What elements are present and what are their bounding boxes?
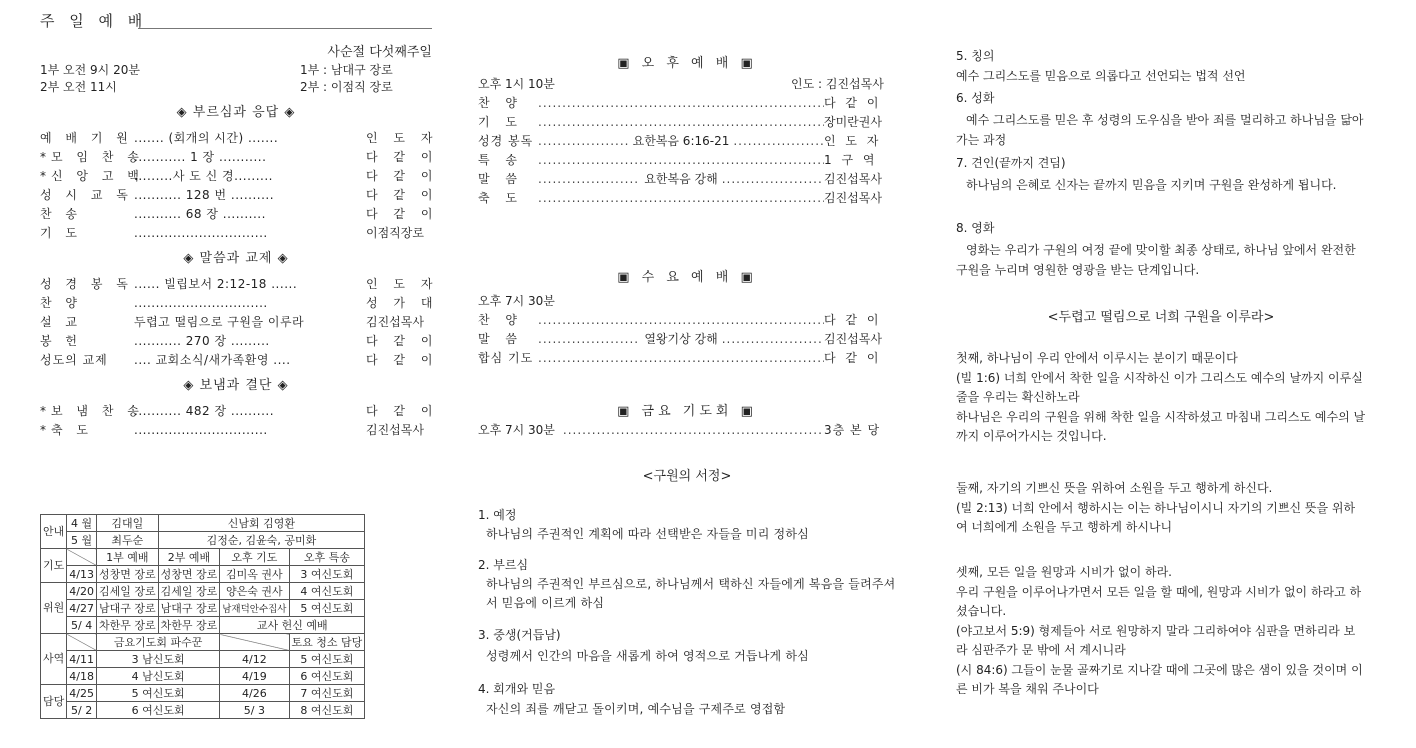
afternoon-leader: 인도 : 김진섭목사 — [791, 77, 884, 91]
service1-time: 1부 오전 9시 20분 — [40, 63, 140, 77]
order-label: 찬 양 — [478, 96, 523, 110]
prayer-cell: 남대구 장로 — [96, 600, 158, 617]
order-row — [478, 349, 896, 368]
leader-dots — [538, 191, 824, 205]
item-name: 성도의 교제 — [40, 353, 108, 367]
diagonal-cell — [67, 549, 97, 566]
prayer-cell: 남재덕안수집사 — [220, 600, 289, 617]
prayer-cell: 김미옥 권사 — [220, 566, 289, 583]
diagonal-cell — [67, 634, 97, 651]
order-label: 성경 봉독 — [478, 134, 534, 148]
order-detail: 요한복음 6:16-21 — [632, 134, 730, 148]
prayer-cell: 김세일 장로 — [158, 583, 220, 600]
prayer-cell: 차한무 장로 — [96, 617, 158, 634]
salvation-item-body: 영화는 우리가 구원의 여정 끝에 맞이할 최종 상태로, 하나님 앞에서 완전한 구원을 누리며 영원한 영광을 받는 단계입니다. — [956, 243, 1356, 277]
item-content: ....... (회개의 시간) ....... — [134, 131, 279, 145]
order-row — [478, 311, 896, 330]
guide-detail: 김정순, 김윤숙, 공미화 — [158, 532, 365, 549]
leader-dots — [733, 134, 824, 148]
duty-date: 5/ 2 — [67, 702, 97, 719]
liturgy-item — [40, 421, 432, 440]
salvation-item-title: 7. 견인(끝까지 견딤) — [956, 156, 1066, 170]
salvation-title: <구원의 서정> — [642, 469, 732, 484]
order-leader: 김진섭목사 — [824, 332, 882, 346]
salvation-item-body: 하나님의 주권적인 부르심으로, 하나님께서 택하신 자들에게 복음을 들려주셔서 믿음에 이르게 하심 — [486, 577, 896, 610]
item-content: .... 교회소식/새가족환영 .... — [134, 353, 291, 367]
order-leader: 1 구 역 — [824, 153, 878, 167]
duty-header: 토요 청소 담당 — [289, 634, 365, 651]
prayer-cell: 교사 헌신 예배 — [220, 617, 365, 634]
liturgy-item — [40, 351, 439, 370]
leader-dots — [722, 332, 824, 346]
wednesday-title: ▣ 수 요 예 배 ▣ — [617, 270, 757, 285]
title-rule — [138, 28, 432, 29]
wednesday-time: 오후 7시 30분 — [478, 294, 555, 308]
guide-month: 4 월 — [67, 515, 97, 532]
friday-order — [478, 421, 896, 440]
liturgy-item — [40, 332, 439, 351]
prayer-cell: 3 여신도회 — [289, 566, 365, 583]
duty-cell: 4 남신도회 — [96, 668, 219, 685]
salvation-item-body: 예수 그리스도를 믿은 후 성령의 도우심을 받아 죄를 멀리하고 하나님을 닮아가는 과정 — [956, 113, 1364, 147]
prayer-header: 오후 특송 — [289, 549, 365, 566]
table-row — [41, 617, 365, 634]
leader-dots — [538, 96, 824, 110]
salvation-item-title: 2. 부르심 — [478, 558, 529, 572]
liturgy-item — [40, 275, 439, 294]
item-leader: 김진섭목사 — [366, 315, 424, 329]
prayer-date: 5/ 4 — [67, 617, 97, 634]
service2-time: 2부 오전 11시 — [40, 80, 117, 94]
duty-label: 담당 — [41, 685, 67, 719]
item-leader: 다 같 이 — [366, 353, 439, 367]
liturgy-item — [40, 294, 439, 313]
item-content: ............................... — [134, 296, 268, 310]
salvation-item-title: 1. 예정 — [478, 508, 517, 522]
order-label: 축 도 — [478, 191, 523, 205]
prayer-cell: 4 여신도회 — [289, 583, 365, 600]
liturgy-item — [40, 402, 439, 421]
item-name: 찬 송 — [40, 207, 82, 221]
item-name: 성 경 봉 독 — [40, 277, 133, 291]
guide-label: 안내 — [41, 515, 67, 549]
liturgy-item — [40, 186, 439, 205]
guide-detail: 신남회 김영환 — [158, 515, 365, 532]
salvation-item-title: 6. 성화 — [956, 91, 995, 105]
item-leader: 이점직장로 — [366, 226, 424, 240]
table-row — [41, 583, 365, 600]
order-row — [478, 151, 896, 170]
prayer-cell: 5 여신도회 — [289, 600, 365, 617]
order-label: 말 씀 — [478, 332, 523, 346]
order-row — [478, 94, 896, 113]
duty-date: 5/ 3 — [220, 702, 289, 719]
salvation-item-body: 예수 그리스도를 믿음으로 의롭다고 선언되는 법적 선언 — [956, 69, 1246, 83]
duty-date: 4/19 — [220, 668, 289, 685]
leader-dots — [538, 115, 824, 129]
item-name: *모 임 찬 송 — [40, 150, 144, 164]
item-leader: 다 같 이 — [366, 150, 439, 164]
table-row — [41, 566, 365, 583]
committee-label: 위원 — [41, 583, 67, 634]
item-content: .........사 도 신 경......... — [134, 169, 273, 183]
item-content: ........... 128 번 .......... — [134, 188, 275, 202]
duty-cell: 6 여신도회 — [96, 702, 219, 719]
order-row — [478, 330, 896, 349]
season-label: 사순절 다섯째주일 — [327, 45, 432, 60]
order-row — [478, 189, 896, 208]
page-title: 주 일 예 배 — [40, 12, 148, 30]
friday-place: 3층 본 당 — [824, 423, 881, 437]
prayer-date: 4/20 — [67, 583, 97, 600]
item-name: 봉 헌 — [40, 334, 82, 348]
duty-date: 4/12 — [220, 651, 289, 668]
info-table — [40, 514, 365, 719]
salvation-item-title: 4. 회개와 믿음 — [478, 682, 556, 696]
table-row — [41, 668, 365, 685]
order-row — [478, 170, 896, 189]
leader-dots — [538, 313, 824, 327]
service1-leader: 1부 : 남대구 장로 — [300, 63, 393, 77]
prayer-header: 1부 예배 — [96, 549, 158, 566]
prayer-date: 4/13 — [67, 566, 97, 583]
table-row — [41, 702, 365, 719]
prayer-cell: 양은숙 권사 — [220, 583, 289, 600]
order-leader: 김진섭목사 — [824, 172, 882, 186]
salvation-item-title: 8. 영화 — [956, 221, 995, 235]
order-row — [478, 421, 896, 440]
liturgy-item — [40, 148, 439, 167]
section-calling: ◈ 부르심과 응답 ◈ — [176, 105, 296, 120]
duty-cell: 5 여신도회 — [96, 685, 219, 702]
item-leader: 김진섭목사 — [366, 423, 424, 437]
item-leader: 다 같 이 — [366, 188, 439, 202]
diagonal-cell — [220, 634, 289, 651]
item-content: ........... 482 장 .......... — [134, 404, 275, 418]
salvation-item-title: 5. 칭의 — [956, 49, 995, 63]
order-label: 말 씀 — [478, 172, 523, 186]
sermon-title: <두렵고 떨림으로 너희 구원을 이루라> — [1047, 310, 1275, 325]
guide-month: 5 월 — [67, 532, 97, 549]
order-leader: 다 같 이 — [824, 351, 882, 365]
section-word: ◈ 말씀과 교제 ◈ — [183, 251, 289, 266]
item-name: *축 도 — [40, 423, 93, 437]
salvation-item-body: 성령께서 인간의 마음을 새롭게 하여 영적으로 거듭나게 하심 — [486, 649, 809, 663]
item-leader: 다 같 이 — [366, 404, 439, 418]
duty-cell: 5 여신도회 — [289, 651, 365, 668]
item-name: 예 배 기 원 — [40, 131, 133, 145]
item-name: *보 냄 찬 송 — [40, 404, 144, 418]
table-row — [41, 685, 365, 702]
sermon-point-3: 셋째, 모든 일을 원망과 시비가 없이 하라. 우리 구원을 이루어나가면서 모든 일을 할 때에, 원망과 시비가 없이 하라고 하셨습니다. (야고보서 5:9) 형제들아 서로 원망하지 말라 그리하여야 심판을 면하리라 보라 심판주가 문 밖에 서 계시니라 (시 84:6) 그들이 눈물 골짜기로 지나갈 때에 그곳에 많은 샘이 있을 것이며 이른 비가 복을 채워 주나이다 — [956, 565, 1363, 696]
duty-date: 4/26 — [220, 685, 289, 702]
leader-dots — [538, 134, 629, 148]
liturgy-item — [40, 224, 432, 243]
afternoon-time: 오후 1시 10분 — [478, 77, 555, 91]
afternoon-title: ▣ 오 후 예 배 ▣ — [617, 56, 757, 71]
item-name: 기 도 — [40, 226, 82, 240]
duty-date: 4/11 — [67, 651, 97, 668]
order-label: 특 송 — [478, 153, 523, 167]
item-content: ........... 270 장 ......... — [134, 334, 270, 348]
liturgy-item — [40, 205, 439, 224]
duty-cell: 6 여신도회 — [289, 668, 365, 685]
service2-leader: 2부 : 이점직 장로 — [300, 80, 393, 94]
order-leader: 김진섭목사 — [824, 191, 882, 205]
wednesday-order — [478, 311, 896, 368]
salvation-item-title: 3. 중생(거듭남) — [478, 628, 561, 642]
order-detail: 요한복음 강해 — [644, 172, 718, 186]
order-detail: 열왕기상 강해 — [644, 332, 718, 346]
afternoon-order — [478, 94, 896, 208]
order-leader: 인 도 자 — [823, 134, 882, 148]
item-leader: 인 도 자 — [366, 277, 439, 291]
salvation-item-body: 하나님의 은혜로 신자는 끝까지 믿음을 지키며 구원을 완성하게 됩니다. — [966, 178, 1337, 192]
leader-dots — [722, 172, 824, 186]
salvation-item-body: 자신의 죄를 깨닫고 돌이키며, 예수님을 구제주로 영접함 — [486, 702, 786, 716]
table-row — [41, 634, 365, 651]
item-leader: 다 같 이 — [366, 169, 439, 183]
prayer-header: 2부 예배 — [158, 549, 220, 566]
item-leader: 다 같 이 — [366, 207, 439, 221]
leader-dots — [538, 172, 640, 186]
order-label: 기 도 — [478, 115, 523, 129]
item-name: 찬 양 — [40, 296, 82, 310]
service-label: 사역 — [41, 634, 67, 685]
table-row — [41, 651, 365, 668]
duty-date: 4/18 — [67, 668, 97, 685]
item-content: ...... 빌립보서 2:12-18 ...... — [134, 277, 298, 291]
prayer-cell: 남대구 장로 — [158, 600, 220, 617]
leader-dots — [538, 332, 640, 346]
item-content: ............................... — [134, 423, 268, 437]
friday-title: ▣ 금요 기도회 ▣ — [617, 404, 757, 419]
item-leader: 성 가 대 — [366, 296, 439, 310]
section-sending: ◈ 보냄과 결단 ◈ — [183, 378, 289, 393]
prayer-cell: 성창면 장로 — [158, 566, 220, 583]
prayer-header: 오후 기도 — [220, 549, 289, 566]
item-name: *신 앙 고 백 — [40, 169, 144, 183]
order-row — [478, 132, 896, 151]
prayer-label: 기도 — [41, 549, 67, 583]
duty-cell: 8 여신도회 — [289, 702, 365, 719]
item-content: 두렵고 떨림으로 구원을 이루라 — [134, 315, 305, 329]
prayer-cell: 차한무 장로 — [158, 617, 220, 634]
sermon-point-1: 첫째, 하나님이 우리 안에서 이루시는 분이기 때문이다 (빌 1:6) 너희 안에서 착한 일을 시작하신 이가 그리스도 예수의 날까지 이루실 줄을 우리는 확신하노라 하나님은 우리의 구원을 위해 착한 일을 시작하셨고 마침내 그리스도 예수의 날까지 이루어가시는 것입니다. — [956, 351, 1366, 443]
liturgy-item — [40, 313, 432, 332]
duty-cell: 3 남신도회 — [96, 651, 219, 668]
leader-dots — [538, 153, 824, 167]
prayer-date: 4/27 — [67, 600, 97, 617]
liturgy-item — [40, 167, 439, 186]
item-content: ........... 68 장 .......... — [134, 207, 266, 221]
duty-cell: 7 여신도회 — [289, 685, 365, 702]
salvation-item-body: 하나님의 주권적인 계획에 따라 선택받은 자들을 미리 정하심 — [486, 527, 809, 541]
order-row — [478, 113, 896, 132]
order-leader: 장미란권사 — [824, 115, 882, 129]
leader-dots — [563, 423, 824, 437]
item-leader: 인 도 자 — [366, 131, 439, 145]
duty-header: 금요기도회 파수꾼 — [96, 634, 219, 651]
order-leader: 다 같 이 — [824, 313, 882, 327]
table-row — [41, 600, 365, 617]
sermon-point-2: 둘째, 자기의 기쁘신 뜻을 위하여 소원을 두고 행하게 하신다. (빌 2:13) 너희 안에서 행하시는 이는 하나님이시니 자기의 기쁘신 뜻을 위하여 너희에게 소원을 두고 행하게 하시나니 — [956, 481, 1356, 534]
leader-dots — [538, 351, 824, 365]
table-row — [41, 549, 365, 566]
prayer-cell: 김세일 장로 — [96, 583, 158, 600]
item-name: 성 시 교 독 — [40, 188, 133, 202]
table-row — [41, 532, 365, 549]
item-content: ............ 1 장 ........... — [134, 150, 267, 164]
guide-name: 김대일 — [96, 515, 158, 532]
liturgy-item — [40, 129, 439, 148]
friday-time: 오후 7시 30분 — [478, 423, 555, 437]
order-leader: 다 같 이 — [824, 96, 882, 110]
guide-name: 최두순 — [96, 532, 158, 549]
item-content: ............................... — [134, 226, 268, 240]
item-leader: 다 같 이 — [366, 334, 439, 348]
order-label: 합심 기도 — [478, 351, 534, 365]
duty-date: 4/25 — [67, 685, 97, 702]
item-name: 설 교 — [40, 315, 82, 329]
table-row — [41, 515, 365, 532]
prayer-cell: 성창면 장로 — [96, 566, 158, 583]
order-label: 찬 양 — [478, 313, 523, 327]
